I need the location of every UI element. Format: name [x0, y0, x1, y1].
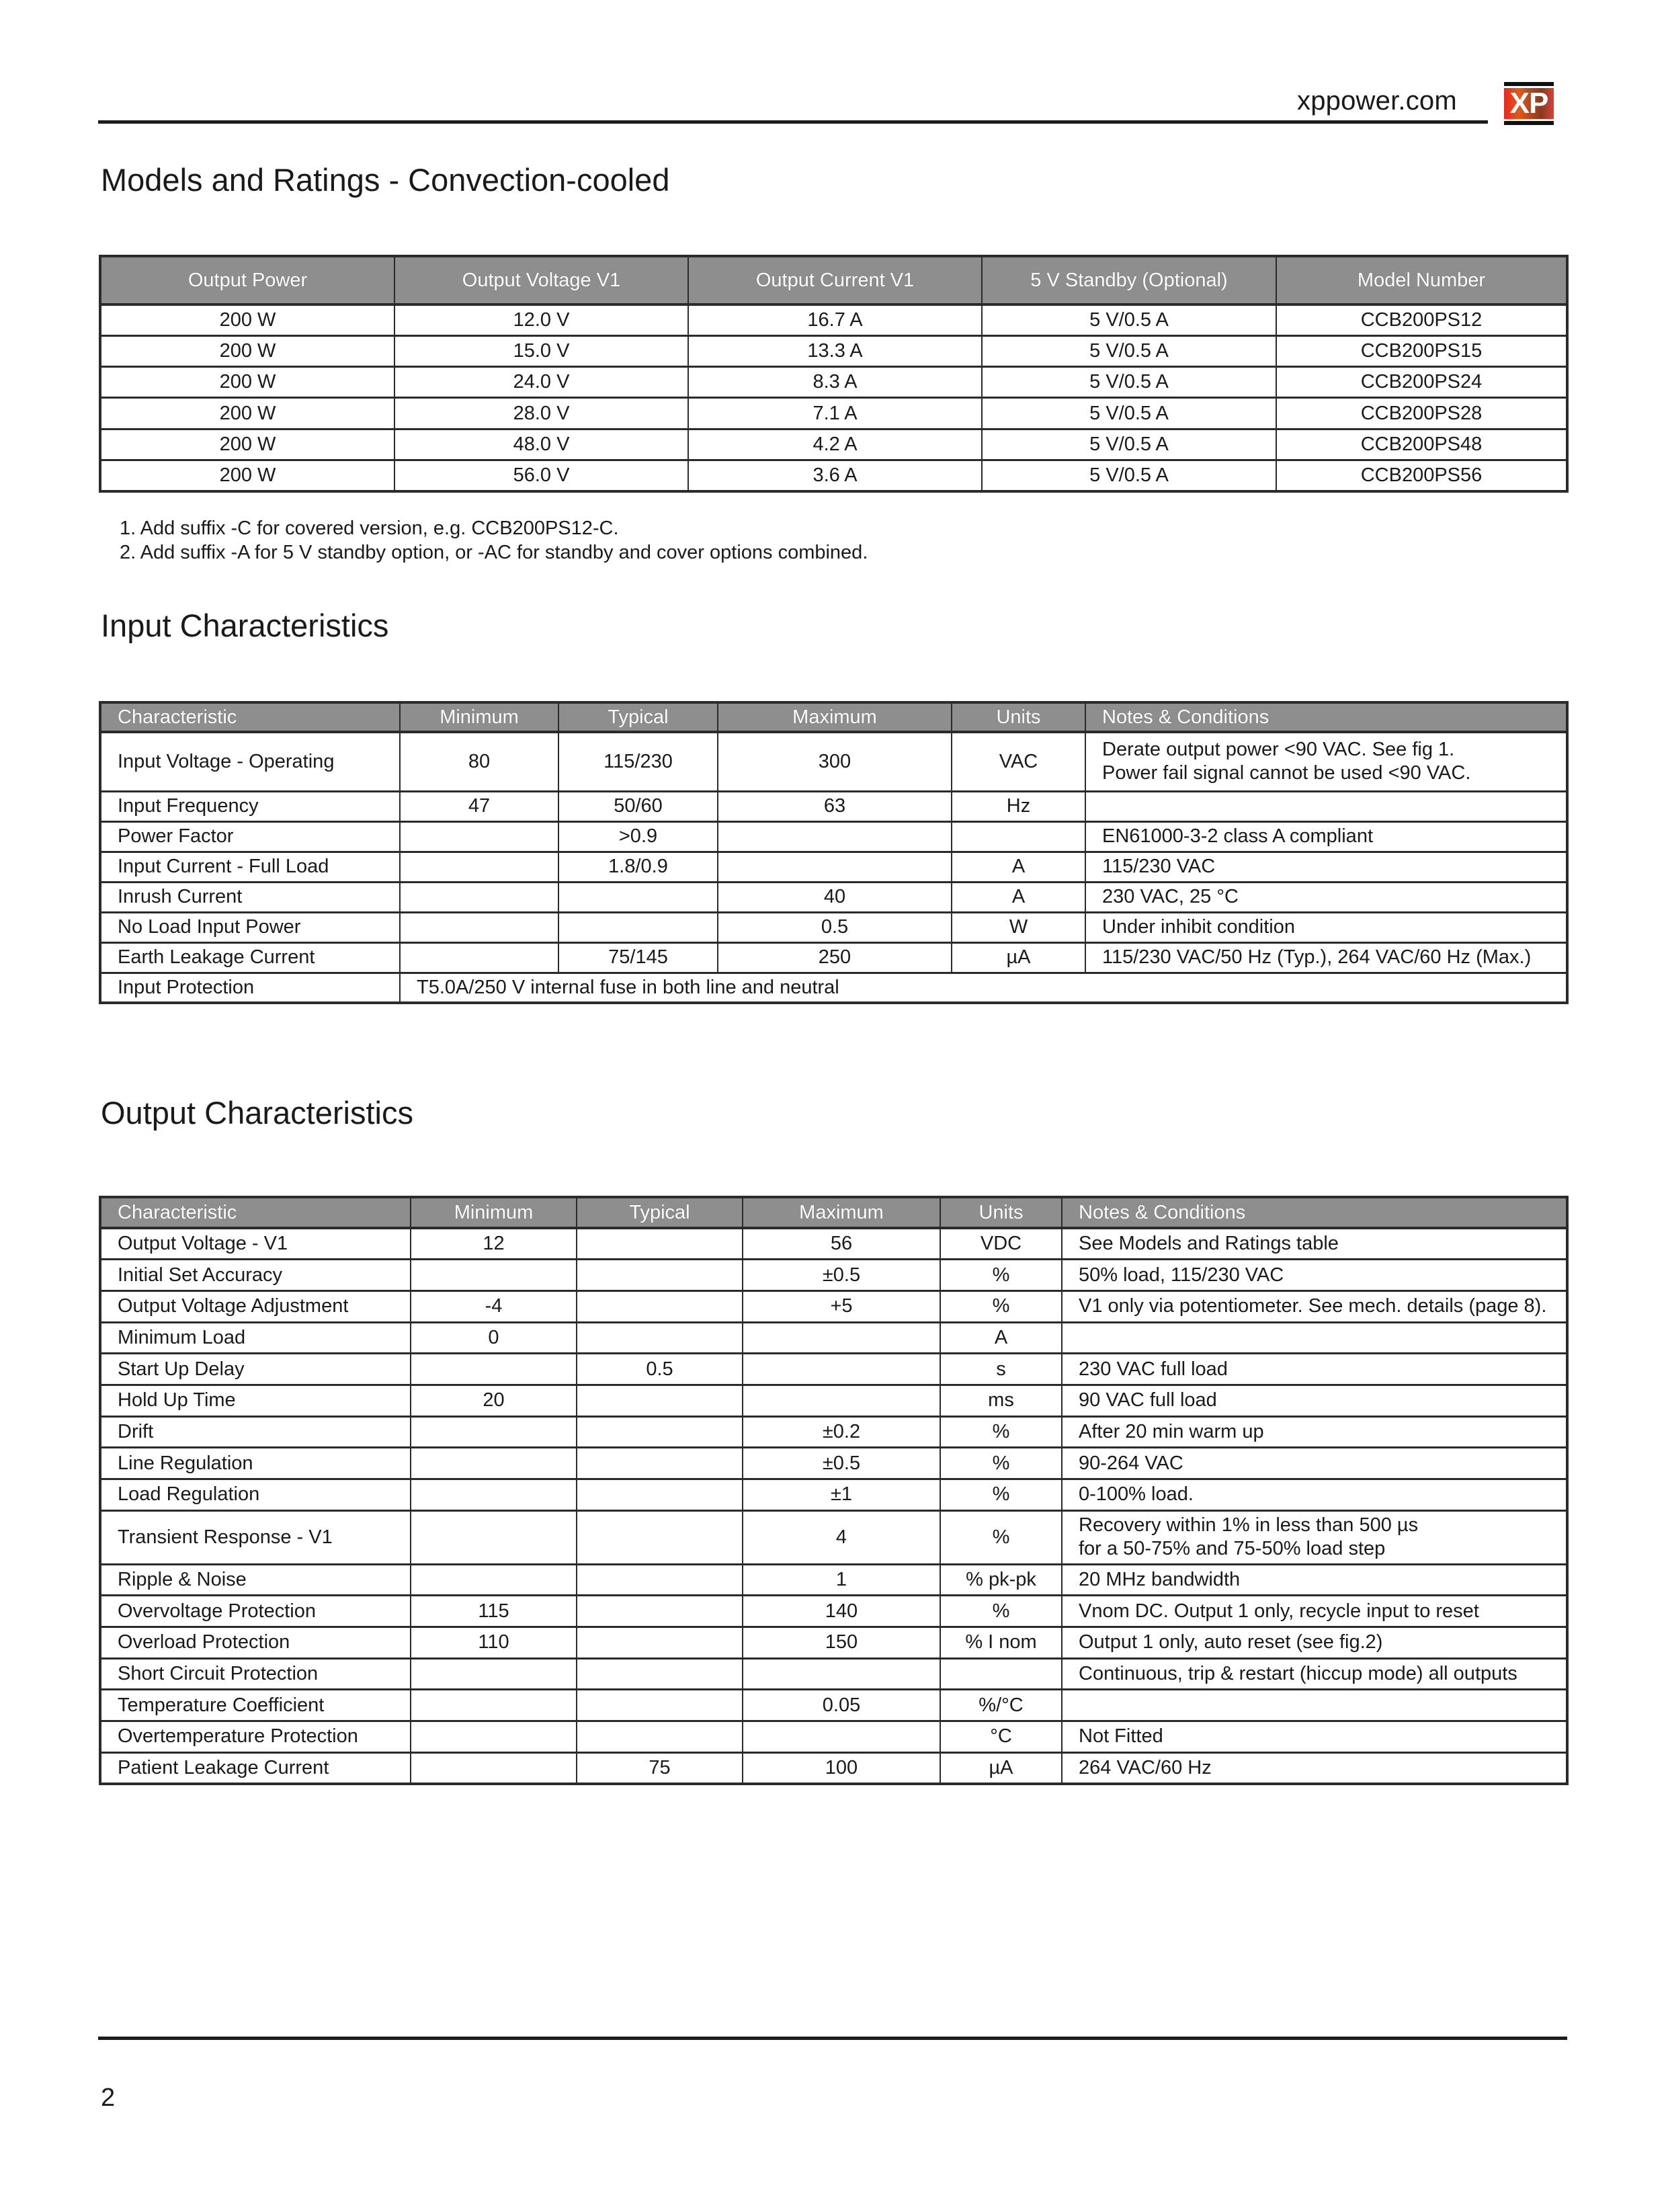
cell-characteristic: No Load Input Power: [100, 912, 400, 942]
cell-characteristic: Temperature Coefficient: [100, 1690, 411, 1721]
logo-letters: XP: [1509, 87, 1548, 120]
cell-notes: [1062, 1596, 1567, 1627]
cell-notes: [1062, 1627, 1567, 1659]
table-row: [100, 367, 1567, 398]
table-row: [100, 1228, 1567, 1260]
notes-line: V1 only via potentiometer. See mech. details (page 8).: [1079, 1295, 1547, 1317]
cell-output-power: 200 W: [100, 398, 394, 429]
notes-line: 50% load, 115/230 VAC: [1079, 1264, 1284, 1286]
cell-characteristic: Earth Leakage Current: [100, 942, 400, 973]
models-footnotes: [120, 516, 868, 565]
cell-output-current: 8.3 A: [688, 367, 982, 398]
cell-maximum: 40: [718, 882, 952, 912]
cell-notes: [1062, 1291, 1567, 1322]
notes-line: for a 50-75% and 75-50% load step: [1079, 1538, 1386, 1560]
cell-maximum: [743, 1385, 940, 1416]
cell-model-number: CCB200PS28: [1276, 398, 1567, 429]
cell-notes: [1062, 1354, 1567, 1385]
cell-units: Hz: [952, 791, 1085, 821]
cell-output-power: 200 W: [100, 429, 394, 460]
footnote-2: 2. Add suffix -A for 5 V standby option, or -AC for standby and cover options combined.: [120, 542, 868, 563]
cell-output-power: 200 W: [100, 367, 394, 398]
input-characteristics-table: [99, 701, 1569, 1004]
cell-units: s: [940, 1354, 1062, 1385]
col-header-characteristic: Characteristic: [100, 1197, 411, 1228]
cell-maximum: ±1: [743, 1479, 940, 1511]
table-row: [100, 942, 1567, 973]
table-row: [100, 882, 1567, 912]
cell-minimum: [411, 1564, 577, 1596]
cell-notes: [1062, 1690, 1567, 1721]
table-row: [100, 304, 1567, 335]
cell-output-voltage: 28.0 V: [394, 398, 688, 429]
cell-characteristic: Output Voltage - V1: [100, 1228, 411, 1260]
col-header-characteristic: Characteristic: [100, 702, 400, 732]
cell-notes: [1062, 1228, 1567, 1260]
cell-characteristic: Short Circuit Protection: [100, 1658, 411, 1690]
cell-units: W: [952, 912, 1085, 942]
notes-line: Under inhibit condition: [1102, 916, 1295, 938]
cell-units: VDC: [940, 1228, 1062, 1260]
notes-line: EN61000-3-2 class A compliant: [1102, 825, 1373, 847]
output-characteristics-table: [99, 1196, 1569, 1785]
col-header-output-current: Output Current V1: [688, 256, 982, 304]
cell-characteristic: Initial Set Accuracy: [100, 1260, 411, 1291]
cell-maximum: 56: [743, 1228, 940, 1260]
table-row: [100, 1448, 1567, 1479]
cell-units: % I nom: [940, 1627, 1062, 1659]
cell-characteristic: Overload Protection: [100, 1627, 411, 1659]
logo-bar-bottom: [1504, 121, 1554, 125]
header-rule: [98, 120, 1488, 124]
notes-line: 90-264 VAC: [1079, 1452, 1183, 1474]
col-header-output-power: Output Power: [100, 256, 394, 304]
cell-maximum: [743, 1721, 940, 1753]
cell-notes: [1085, 821, 1567, 852]
cell-units: VAC: [952, 732, 1085, 791]
cell-units: ms: [940, 1385, 1062, 1416]
table-row: [100, 1510, 1567, 1564]
cell-minimum: [400, 852, 558, 882]
cell-typical: >0.9: [558, 821, 718, 852]
cell-maximum: 0.05: [743, 1690, 940, 1721]
col-header-minimum: Minimum: [400, 702, 558, 732]
cell-notes: [1062, 1385, 1567, 1416]
table-row: [100, 1627, 1567, 1659]
cell-standby: 5 V/0.5 A: [982, 460, 1276, 491]
output-header-row: [100, 1197, 1567, 1228]
output-section-title: Output Characteristics: [101, 1095, 413, 1131]
cell-units: °C: [940, 1721, 1062, 1753]
cell-characteristic: Overtemperature Protection: [100, 1721, 411, 1753]
table-row: [100, 1291, 1567, 1322]
cell-output-current: 3.6 A: [688, 460, 982, 491]
cell-typical: [577, 1322, 743, 1354]
cell-maximum: [718, 821, 952, 852]
table-row: [100, 1416, 1567, 1448]
cell-minimum: [411, 1658, 577, 1690]
cell-units: %/°C: [940, 1690, 1062, 1721]
notes-line: After 20 min warm up: [1079, 1420, 1264, 1442]
cell-output-voltage: 12.0 V: [394, 304, 688, 335]
cell-minimum: -4: [411, 1291, 577, 1322]
cell-output-current: 13.3 A: [688, 335, 982, 366]
cell-characteristic: Patient Leakage Current: [100, 1752, 411, 1784]
cell-output-power: 200 W: [100, 460, 394, 491]
cell-maximum: 300: [718, 732, 952, 791]
table-row: [100, 460, 1567, 491]
cell-units: µA: [940, 1752, 1062, 1784]
table-row: [100, 1385, 1567, 1416]
cell-minimum: [411, 1416, 577, 1448]
cell-minimum: [400, 882, 558, 912]
notes-line: 0-100% load.: [1079, 1483, 1194, 1506]
cell-characteristic: Start Up Delay: [100, 1354, 411, 1385]
table-row: [100, 1721, 1567, 1753]
cell-output-voltage: 56.0 V: [394, 460, 688, 491]
cell-units: µA: [952, 942, 1085, 973]
notes-line: Output 1 only, auto reset (see fig.2): [1079, 1631, 1383, 1653]
cell-model-number: CCB200PS56: [1276, 460, 1567, 491]
xp-logo: [1504, 82, 1554, 125]
cell-standby: 5 V/0.5 A: [982, 335, 1276, 366]
cell-typical: [577, 1658, 743, 1690]
cell-characteristic: Input Voltage - Operating: [100, 732, 400, 791]
col-header-standby: 5 V Standby (Optional): [982, 256, 1276, 304]
table-row: [100, 335, 1567, 366]
cell-notes: [1062, 1260, 1567, 1291]
notes-line: Power fail signal cannot be used <90 VAC.: [1102, 762, 1471, 784]
cell-maximum: 63: [718, 791, 952, 821]
cell-standby: 5 V/0.5 A: [982, 398, 1276, 429]
cell-units: %: [940, 1448, 1062, 1479]
table-row: [100, 1752, 1567, 1784]
cell-notes: [1062, 1752, 1567, 1784]
cell-minimum: 115: [411, 1596, 577, 1627]
cell-units: %: [940, 1416, 1062, 1448]
cell-characteristic: Load Regulation: [100, 1479, 411, 1511]
cell-units: %: [940, 1510, 1062, 1564]
notes-line: 264 VAC/60 Hz: [1079, 1756, 1212, 1778]
cell-maximum: 250: [718, 942, 952, 973]
notes-line: Derate output power <90 VAC. See fig 1.: [1102, 739, 1455, 761]
cell-maximum: +5: [743, 1291, 940, 1322]
cell-notes: [1062, 1322, 1567, 1354]
cell-maximum: ±0.5: [743, 1448, 940, 1479]
cell-standby: 5 V/0.5 A: [982, 367, 1276, 398]
cell-typical: [577, 1260, 743, 1291]
notes-line: 20 MHz bandwidth: [1079, 1569, 1241, 1591]
col-header-units: Units: [952, 702, 1085, 732]
cell-standby: 5 V/0.5 A: [982, 304, 1276, 335]
cell-notes: [1085, 732, 1567, 791]
cell-output-voltage: 24.0 V: [394, 367, 688, 398]
cell-maximum: 100: [743, 1752, 940, 1784]
table-row: [100, 791, 1567, 821]
cell-minimum: [400, 942, 558, 973]
table-row: [100, 1564, 1567, 1596]
cell-characteristic: Input Current - Full Load: [100, 852, 400, 882]
notes-line: Vnom DC. Output 1 only, recycle input to reset: [1079, 1600, 1479, 1622]
notes-line: 230 VAC, 25 °C: [1102, 886, 1239, 907]
cell-minimum: [400, 821, 558, 852]
cell-minimum: [411, 1690, 577, 1721]
cell-minimum: 80: [400, 732, 558, 791]
cell-maximum: 150: [743, 1627, 940, 1659]
cell-characteristic: Overvoltage Protection: [100, 1596, 411, 1627]
table-row: [100, 1479, 1567, 1511]
models-header-row: [100, 256, 1567, 304]
cell-typical: [558, 912, 718, 942]
cell-minimum: 110: [411, 1627, 577, 1659]
cell-notes: [1062, 1658, 1567, 1690]
cell-maximum: ±0.2: [743, 1416, 940, 1448]
cell-characteristic: Power Factor: [100, 821, 400, 852]
cell-output-current: 16.7 A: [688, 304, 982, 335]
cell-minimum: 47: [400, 791, 558, 821]
cell-units: [952, 821, 1085, 852]
cell-typical: [577, 1479, 743, 1511]
cell-typical: 75/145: [558, 942, 718, 973]
cell-units: %: [940, 1596, 1062, 1627]
cell-units: %: [940, 1291, 1062, 1322]
table-row: [100, 398, 1567, 429]
cell-typical: [577, 1228, 743, 1260]
cell-characteristic: Drift: [100, 1416, 411, 1448]
col-header-model-number: Model Number: [1276, 256, 1567, 304]
cell-typical: 115/230: [558, 732, 718, 791]
cell-units: %: [940, 1479, 1062, 1511]
cell-notes: [1062, 1564, 1567, 1596]
table-row: [100, 1322, 1567, 1354]
cell-typical: [577, 1385, 743, 1416]
cell-maximum: ±0.5: [743, 1260, 940, 1291]
col-header-typical: Typical: [577, 1197, 743, 1228]
cell-minimum: [411, 1479, 577, 1511]
cell-typical: [577, 1690, 743, 1721]
cell-maximum: 0.5: [718, 912, 952, 942]
cell-characteristic: Hold Up Time: [100, 1385, 411, 1416]
cell-minimum: 20: [411, 1385, 577, 1416]
models-section-title: Models and Ratings - Convection-cooled: [101, 162, 670, 198]
cell-characteristic: Transient Response - V1: [100, 1510, 411, 1564]
cell-maximum: 140: [743, 1596, 940, 1627]
cell-characteristic: Input Protection: [100, 973, 400, 1003]
col-header-minimum: Minimum: [411, 1197, 577, 1228]
cell-output-current: 4.2 A: [688, 429, 982, 460]
cell-typical: [577, 1416, 743, 1448]
cell-typical: 50/60: [558, 791, 718, 821]
cell-notes: [1062, 1721, 1567, 1753]
notes-line: Recovery within 1% in less than 500 µs: [1079, 1514, 1419, 1537]
cell-notes: [1062, 1416, 1567, 1448]
cell-notes: [1062, 1448, 1567, 1479]
cell-typical: [577, 1448, 743, 1479]
cell-typical: 0.5: [577, 1354, 743, 1385]
cell-minimum: [411, 1721, 577, 1753]
cell-protection-value: T5.0A/250 V internal fuse in both line and neutral: [400, 973, 1567, 1003]
notes-line: 90 VAC full load: [1079, 1389, 1217, 1411]
cell-notes: [1062, 1510, 1567, 1564]
table-row: [100, 1658, 1567, 1690]
table-row: [100, 1596, 1567, 1627]
cell-notes: [1085, 942, 1567, 973]
cell-notes: [1085, 852, 1567, 882]
cell-model-number: CCB200PS48: [1276, 429, 1567, 460]
cell-units: A: [940, 1322, 1062, 1354]
col-header-typical: Typical: [558, 702, 718, 732]
notes-line: 230 VAC full load: [1079, 1358, 1228, 1380]
footnote-1: 1. Add suffix -C for covered version, e.g. CCB200PS12-C.: [120, 518, 619, 539]
notes-line: 115/230 VAC/50 Hz (Typ.), 264 VAC/60 Hz (Max.): [1102, 946, 1532, 968]
cell-maximum: 4: [743, 1510, 940, 1564]
table-row: [100, 1690, 1567, 1721]
col-header-maximum: Maximum: [743, 1197, 940, 1228]
cell-output-voltage: 15.0 V: [394, 335, 688, 366]
cell-model-number: CCB200PS12: [1276, 304, 1567, 335]
notes-line: Continuous, trip & restart (hiccup mode) all outputs: [1079, 1663, 1517, 1685]
cell-typical: [577, 1291, 743, 1322]
table-row: [100, 1354, 1567, 1385]
cell-model-number: CCB200PS15: [1276, 335, 1567, 366]
col-header-output-voltage: Output Voltage V1: [394, 256, 688, 304]
cell-minimum: [400, 912, 558, 942]
table-row: [100, 852, 1567, 882]
input-section-title: Input Characteristics: [101, 608, 389, 643]
cell-typical: [577, 1510, 743, 1564]
cell-maximum: [718, 852, 952, 882]
cell-maximum: 1: [743, 1564, 940, 1596]
col-header-notes: Notes & Conditions: [1062, 1197, 1567, 1228]
page-number: 2: [101, 2084, 116, 2112]
cell-output-power: 200 W: [100, 335, 394, 366]
cell-characteristic: Input Frequency: [100, 791, 400, 821]
table-row-input-protection: [100, 973, 1567, 1003]
table-row: [100, 1260, 1567, 1291]
cell-characteristic: Ripple & Noise: [100, 1564, 411, 1596]
notes-line: See Models and Ratings table: [1079, 1233, 1339, 1255]
cell-characteristic: Output Voltage Adjustment: [100, 1291, 411, 1322]
cell-minimum: 12: [411, 1228, 577, 1260]
cell-output-power: 200 W: [100, 304, 394, 335]
cell-maximum: [743, 1354, 940, 1385]
cell-output-current: 7.1 A: [688, 398, 982, 429]
footer-rule: [98, 2037, 1567, 2040]
cell-notes: [1085, 882, 1567, 912]
cell-minimum: 0: [411, 1322, 577, 1354]
cell-minimum: [411, 1752, 577, 1784]
cell-output-voltage: 48.0 V: [394, 429, 688, 460]
cell-maximum: [743, 1322, 940, 1354]
table-row: [100, 912, 1567, 942]
cell-units: A: [952, 882, 1085, 912]
cell-notes: [1062, 1479, 1567, 1511]
site-url: xppower.com: [1297, 86, 1457, 116]
cell-typical: 75: [577, 1752, 743, 1784]
cell-minimum: [411, 1354, 577, 1385]
col-header-notes: Notes & Conditions: [1085, 702, 1567, 732]
cell-minimum: [411, 1510, 577, 1564]
cell-maximum: [743, 1658, 940, 1690]
cell-units: % pk-pk: [940, 1564, 1062, 1596]
table-row: [100, 821, 1567, 852]
cell-units: %: [940, 1260, 1062, 1291]
table-row: [100, 429, 1567, 460]
cell-minimum: [411, 1260, 577, 1291]
cell-characteristic: Line Regulation: [100, 1448, 411, 1479]
models-table: [99, 255, 1569, 493]
logo-bar-top: [1504, 82, 1554, 86]
cell-model-number: CCB200PS24: [1276, 367, 1567, 398]
cell-units: [940, 1658, 1062, 1690]
cell-typical: [558, 882, 718, 912]
cell-units: A: [952, 852, 1085, 882]
cell-characteristic: Inrush Current: [100, 882, 400, 912]
cell-typical: 1.8/0.9: [558, 852, 718, 882]
cell-notes: [1085, 912, 1567, 942]
cell-typical: [577, 1564, 743, 1596]
cell-typical: [577, 1627, 743, 1659]
col-header-units: Units: [940, 1197, 1062, 1228]
cell-notes: [1085, 791, 1567, 821]
cell-characteristic: Minimum Load: [100, 1322, 411, 1354]
cell-minimum: [411, 1448, 577, 1479]
cell-typical: [577, 1721, 743, 1753]
col-header-maximum: Maximum: [718, 702, 952, 732]
notes-line: 115/230 VAC: [1102, 856, 1216, 877]
notes-line: Not Fitted: [1079, 1725, 1163, 1748]
table-row: [100, 732, 1567, 791]
cell-standby: 5 V/0.5 A: [982, 429, 1276, 460]
input-header-row: [100, 702, 1567, 732]
cell-typical: [577, 1596, 743, 1627]
